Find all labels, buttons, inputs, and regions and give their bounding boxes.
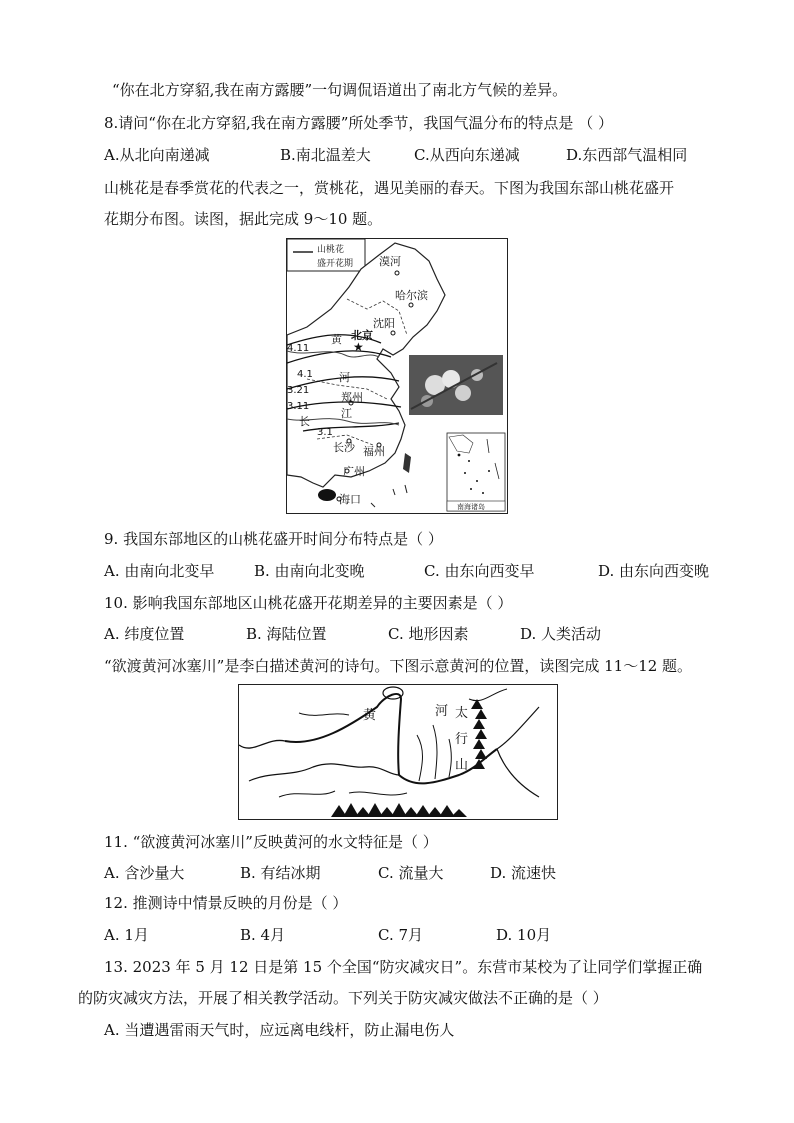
q12-option-a[interactable]: A. 1月 — [104, 926, 149, 944]
river-chang-label: 长 — [299, 415, 310, 428]
city-shenyang: 沈阳 — [373, 317, 395, 330]
q12-option-d[interactable]: D. 10月 — [496, 926, 552, 944]
intro-9-line-1: 山桃花是春季赏花的代表之一，赏桃花，遇见美丽的春天。下图为我国东部山桃花盛开 — [104, 179, 675, 197]
intro-line-8: “你在北方穿貂,我在南方露腰”一句调侃语道出了南北方气候的差异。 — [112, 81, 568, 99]
q10-option-d[interactable]: D. 人类活动 — [520, 625, 602, 643]
question-8: 8.请问“你在北方穿貂,我在南方露腰”所处季节，我国气温分布的特点是 （ ） — [104, 114, 613, 132]
intro-11: “欲渡黄河冰塞川”是李白描述黄河的诗句。下图示意黄河的位置，读图完成 11～12 题。 — [104, 657, 693, 675]
river-jiang-label: 江 — [341, 407, 352, 420]
map2-label-tai: 太 — [455, 706, 469, 721]
city-changsha: 长沙 — [333, 441, 355, 454]
q12-option-c[interactable]: C. 7月 — [378, 926, 424, 944]
city-zhengzhou: 郑州 — [341, 391, 363, 404]
q9-option-d[interactable]: D. 由东向西变晚 — [598, 562, 710, 580]
q11-option-b[interactable]: B. 有结冰期 — [240, 864, 321, 882]
taihang-mountain-icons — [471, 699, 487, 769]
intro-9-line-2: 花期分布图。读图，据此完成 9～10 题。 — [104, 210, 383, 228]
q10-option-c[interactable]: C. 地形因素 — [388, 625, 469, 643]
map2-label-hang: 行 — [455, 732, 469, 747]
question-11: 11. “欲渡黄河冰塞川”反映黄河的水文特征是（ ） — [104, 833, 438, 851]
legend-text-1: 山桃花 — [317, 245, 345, 255]
isoline-label-5: 3.1 — [317, 427, 333, 438]
city-fuzhou: 福州 — [363, 445, 385, 458]
q12-option-b[interactable]: B. 4月 — [240, 926, 286, 944]
map2-label-he: 河 — [435, 704, 449, 719]
city-beijing: 北京 — [351, 329, 373, 342]
isoline-label-1: 4.11 — [287, 343, 310, 354]
southern-mountain-icons — [331, 803, 467, 817]
peach-blossom-map — [286, 238, 508, 514]
map2-label-shan: 山 — [455, 758, 469, 773]
q11-option-c[interactable]: C. 流量大 — [378, 864, 444, 882]
q10-option-a[interactable]: A. 纬度位置 — [104, 625, 185, 643]
question-13-line-2: 的防灾减灾方法，开展了相关教学活动。下列关于防灾减灾做法不正确的是（ ） — [78, 989, 608, 1007]
city-guangzhou: 广州 — [343, 465, 365, 478]
q8-option-a[interactable]: A.从北向南递减 — [104, 146, 210, 164]
question-10: 10. 影响我国东部地区山桃花盛开花期差异的主要因素是（ ） — [104, 594, 513, 612]
q8-option-b[interactable]: B.南北温差大 — [280, 146, 371, 164]
map2-label-huang: 黄 — [363, 708, 377, 723]
q8-option-c[interactable]: C.从西向东递减 — [414, 146, 520, 164]
city-harbin: 哈尔滨 — [395, 289, 428, 302]
q11-option-d[interactable]: D. 流速快 — [490, 864, 557, 882]
q9-option-c[interactable]: C. 由东向西变早 — [424, 562, 535, 580]
isoline-label-3: 3.21 — [287, 385, 310, 396]
q9-option-b[interactable]: B. 由南向北变晚 — [254, 562, 365, 580]
question-13-line-1: 13. 2023 年 5 月 12 日是第 15 个全国“防灾减灾日”。东营市某校为了让同学们掌握正确 — [104, 958, 703, 976]
q11-option-a[interactable]: A. 含沙量大 — [104, 864, 185, 882]
isoline-label-2: 4.1 — [297, 369, 313, 380]
q13-option-a[interactable]: A. 当遭遇雷雨天气时，应远离电线杆，防止漏电伤人 — [104, 1021, 455, 1039]
question-12: 12. 推测诗中情景反映的月份是（ ） — [104, 894, 348, 912]
q8-option-d[interactable]: D.东西部气温相同 — [566, 146, 688, 164]
q9-option-a[interactable]: A. 由南向北变早 — [104, 562, 215, 580]
river-huang-label: 黄 — [331, 333, 342, 346]
city-mohe: 漠河 — [379, 255, 401, 268]
legend-text-2: 盛开花期 — [317, 259, 354, 269]
q10-option-b[interactable]: B. 海陆位置 — [246, 625, 327, 643]
city-haikou: 海口 — [339, 493, 361, 506]
city-beijing-star-icon: ★ — [353, 340, 364, 354]
peach-blossom-photo — [409, 355, 503, 415]
isoline-label-4: 3.11 — [287, 401, 310, 412]
inset-label: 南海诸岛 — [457, 503, 485, 511]
yellow-river-map — [238, 684, 558, 820]
river-he-label: 河 — [339, 371, 350, 384]
question-9: 9. 我国东部地区的山桃花盛开时间分布特点是（ ） — [104, 530, 443, 548]
